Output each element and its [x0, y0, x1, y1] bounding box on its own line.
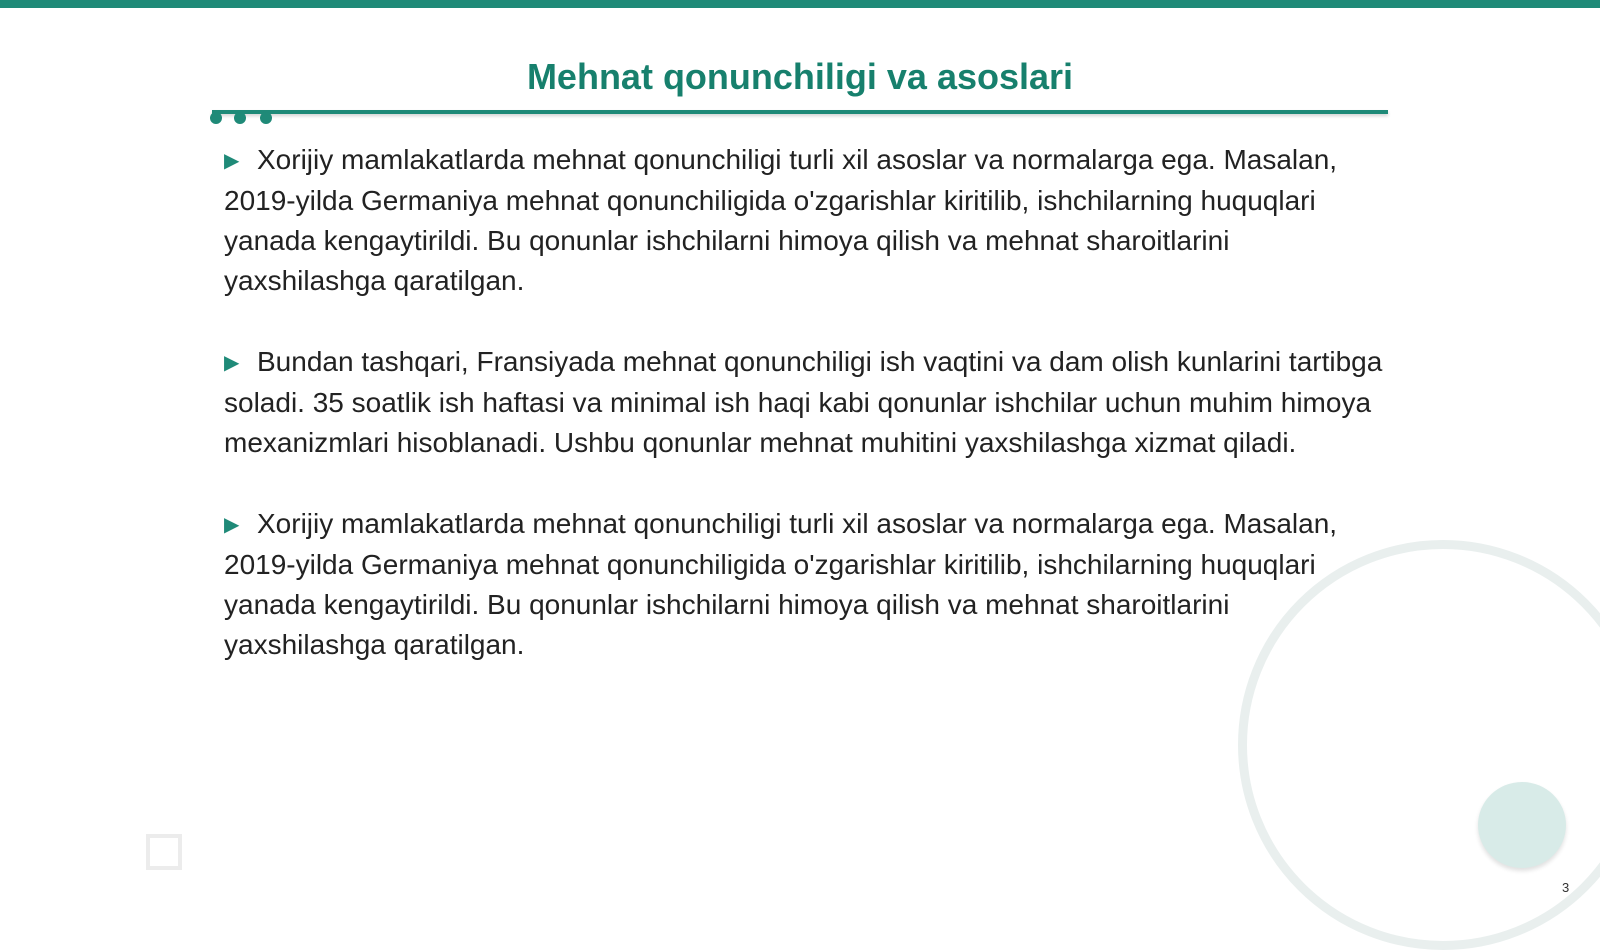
bullet-arrow-icon: ▶	[224, 352, 240, 374]
paragraph-text: Bundan tashqari, Fransiyada mehnat qonunchiligi ish vaqtini va dam olish kunlarini tartibga soladi. 35 soatlik ish haftasi va minimal ish haqi kabi qonunlar ishchilar uchun muhim himoya mexanizmlari hisoblanadi. Ushbu qonunlar mehnat muhitini yaxshilashga xizmat qiladi.	[224, 346, 1383, 458]
page-number: 3	[1562, 880, 1570, 895]
bullet-arrow-icon: ▶	[224, 514, 240, 536]
decor-circle	[1478, 782, 1566, 868]
bullet-arrow-icon: ▶	[224, 150, 240, 172]
title-underline	[212, 110, 1388, 114]
bullet-paragraph	[224, 504, 1389, 665]
decor-dot	[210, 112, 222, 124]
decor-dot	[234, 112, 246, 124]
slide-title: Mehnat qonunchiligi va asoslari	[526, 56, 1074, 97]
bullet-paragraph	[224, 140, 1389, 301]
paragraph-text: Xorijiy mamlakatlarda mehnat qonunchiligi turli xil asoslar va normalarga ega. Masalan, 2019-yilda Germaniya mehnat qonunchiligida o'zgarishlar kiritilib, ishchilarning huquqlari yanada kengaytirildi. Bu qonunlar ishchilarni himoya qilish va mehnat sharoitlarini yaxshilashga qaratilgan.	[224, 144, 1338, 296]
decor-dot	[260, 112, 272, 124]
decor-square	[146, 834, 182, 870]
bullet-paragraph	[224, 342, 1389, 463]
paragraph-text: Xorijiy mamlakatlarda mehnat qonunchiligi turli xil asoslar va normalarga ega. Masalan, 2019-yilda Germaniya mehnat qonunchiligida o'zgarishlar kiritilib, ishchilarning huquqlari yanada kengaytirildi. Bu qonunlar ishchilarni himoya qilish va mehnat sharoitlarini yaxshilashga qaratilgan.	[224, 508, 1338, 660]
top-accent-bar	[0, 0, 1600, 8]
slide-body	[224, 140, 1389, 706]
